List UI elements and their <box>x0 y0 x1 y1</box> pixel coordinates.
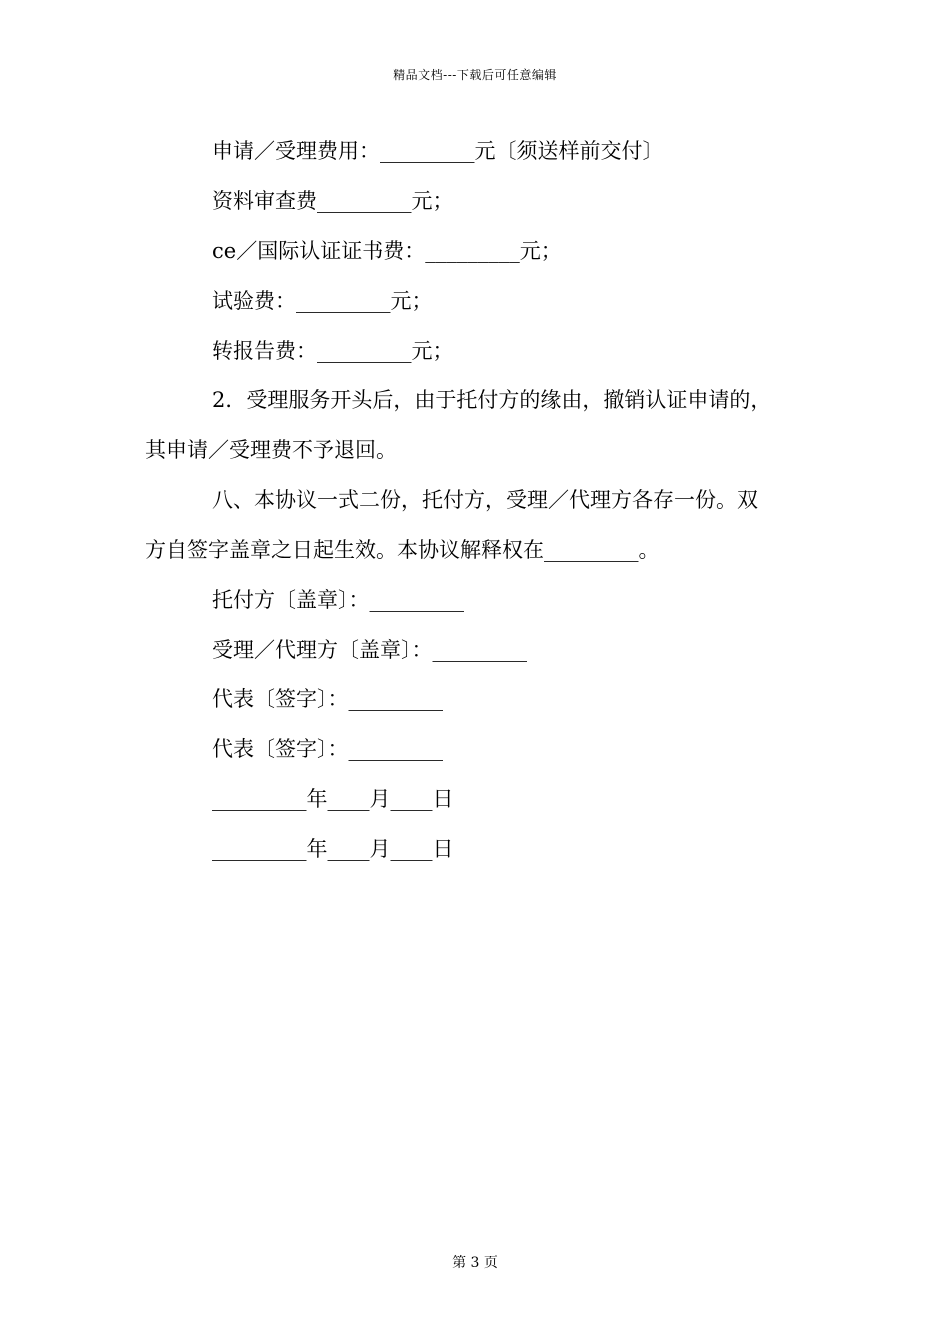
fee-application: 申请／受理费用：_________元〔须送样前交付〕 <box>212 139 664 163</box>
date-line-1: _________年____月____日 <box>212 787 454 811</box>
fee-certificate: ce／国际认证证书费：_________元； <box>212 239 562 263</box>
page-header: 精品文档---下载后可任意编辑 <box>393 68 557 82</box>
signature-client-seal: 托付方〔盖章〕：_________ <box>212 588 464 612</box>
date-line-2: _________年____月____日 <box>212 837 454 861</box>
signature-agent-seal: 受理／代理方〔盖章〕：_________ <box>212 638 527 662</box>
page-number: 第 3 页 <box>452 1255 498 1271</box>
signature-representative-2: 代表〔签字〕：_________ <box>212 737 443 761</box>
clause-2-line-1: 2．受理服务开头后，由于托付方的缘由，撤销认证申请的， <box>212 388 772 412</box>
clause-8-line-2: 方自签字盖章之日起生效。本协议解释权在_________。 <box>145 538 660 562</box>
clause-2-line-2: 其申请／受理费不予退回。 <box>145 438 397 462</box>
fee-report: 转报告费：_________元； <box>212 339 454 363</box>
fee-document-review: 资料审查费_________元； <box>212 189 454 213</box>
fee-test: 试验费：_________元； <box>212 289 433 313</box>
clause-8-line-1: 八、本协议一式二份，托付方，受理／代理方各存一份。双 <box>212 488 758 512</box>
signature-representative-1: 代表〔签字〕：_________ <box>212 687 443 711</box>
